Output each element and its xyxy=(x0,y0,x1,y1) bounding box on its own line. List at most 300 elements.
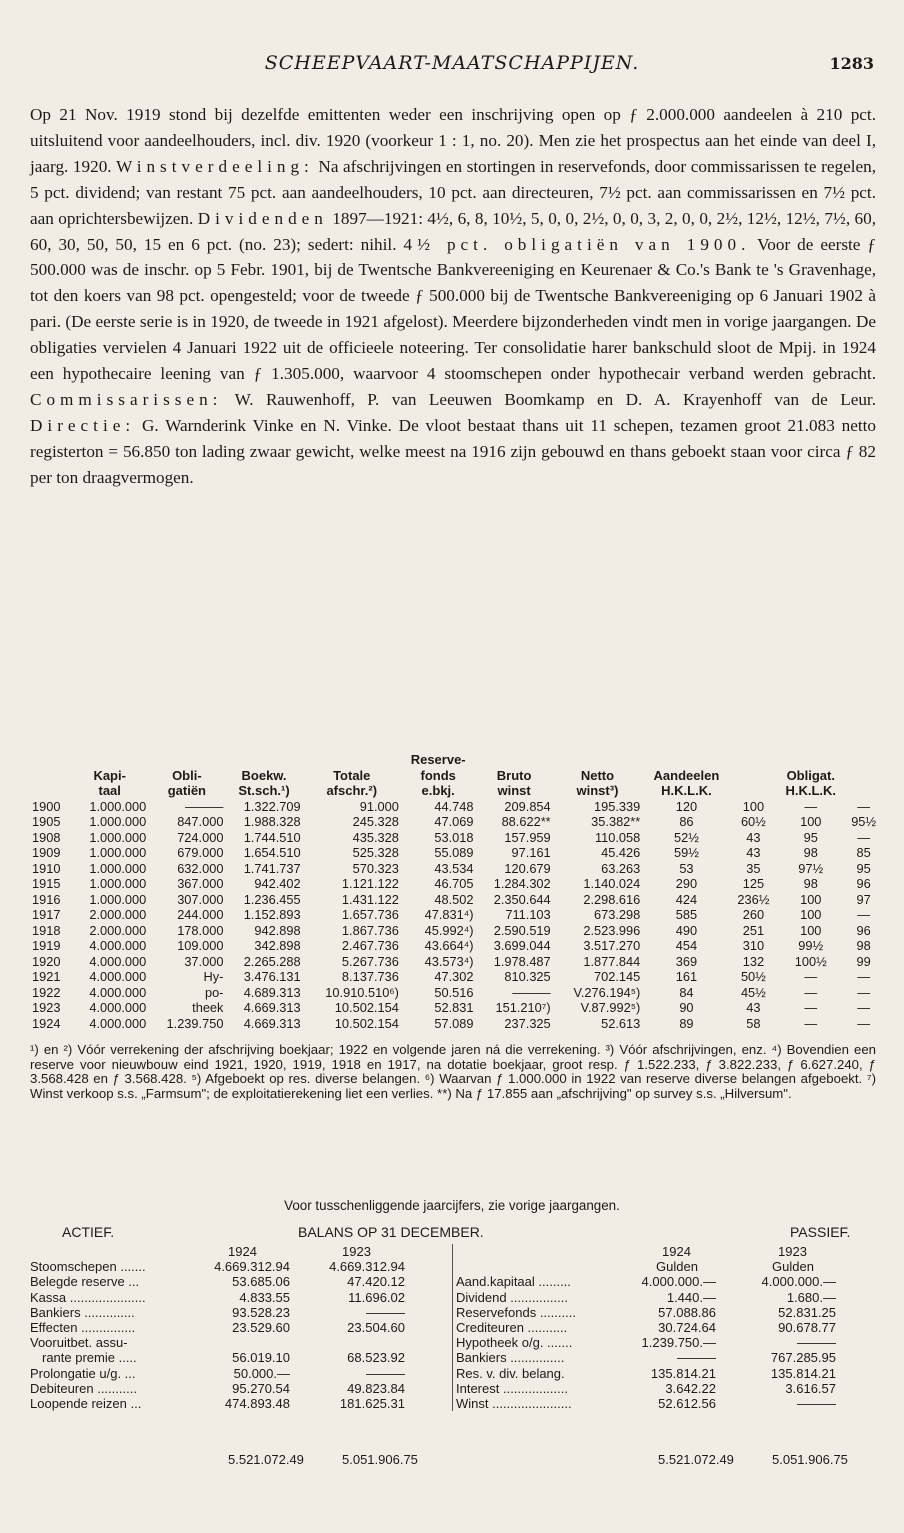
table-cell: 4.689.313 xyxy=(243,984,301,1000)
table-cell: 43.534 xyxy=(434,860,474,876)
table-cell: 1.654.510 xyxy=(243,845,301,860)
table-cell: 1.152.893 xyxy=(243,907,301,922)
balance-item-label: Hypotheek o/g. ....... xyxy=(456,1335,573,1351)
column-subheader xyxy=(845,783,882,799)
table-cell: 711.103 xyxy=(505,907,551,922)
balance-item-label: Belegde reserve ... xyxy=(30,1274,140,1290)
column-header: Boekw. xyxy=(241,767,287,783)
balance-item-label: Effecten ............... xyxy=(30,1319,136,1335)
footnote-text: ¹) en ²) Vóór verrekening der afschrijving boekjaar; 1922 en volgende jaren ná die verrekening. ³) Vóór afschrijvingen, enz. ⁴) Bovendien een reserve voor nieuwbouw eind 1921, 1920, 1919, 1918 en 1917, na dotatie boekjaar, groot resp. ƒ 1.522.233, ƒ 3.822.233, ƒ 6.627.240, ƒ 3.568.428 en ƒ 3.568.428. ⁵) Afgeboekt op res. diverse belangen. ⁶) Waarvan ƒ 1.000.000 in 1922 van reserve diverse belangen afgeboekt. ⁷) Winst verkoop s.s. „Farmsum"; de exploitatierekening liet een verlies. **) Na ƒ 17.855 aan „afschrijving" op survey s.s. „Hilversum". xyxy=(30,1042,876,1101)
table-cell: 96 xyxy=(856,876,871,891)
table-row xyxy=(30,938,882,954)
balance-item-value: 68.523.92 xyxy=(347,1350,405,1366)
table-row xyxy=(30,985,882,1001)
balance-line xyxy=(30,1381,450,1396)
table-cell: 290 xyxy=(675,876,698,891)
table-cell: 43.573⁴) xyxy=(424,953,474,969)
balance-item-value: 52.612.56 xyxy=(658,1395,716,1411)
table-cell: 157.959 xyxy=(504,829,551,845)
heading-dividenden: Dividenden xyxy=(197,208,328,228)
table-cell: 2.265.288 xyxy=(243,953,301,969)
table-header-row-2 xyxy=(30,783,882,799)
table-cell: 1.867.736 xyxy=(341,922,399,938)
table-cell: 724.000 xyxy=(177,829,224,845)
financial-table xyxy=(30,752,882,1031)
table-cell: 60½ xyxy=(740,814,766,829)
table-cell: 53.018 xyxy=(434,829,474,845)
page-number: 1283 xyxy=(829,54,874,73)
balance-item-label: Dividend ................ xyxy=(456,1289,568,1305)
balance-line xyxy=(30,1290,450,1305)
year-label: 1924 xyxy=(228,1244,257,1259)
table-row xyxy=(30,1000,882,1016)
table-cell: 100 xyxy=(800,814,822,829)
table-cell: 47.831⁴) xyxy=(424,907,474,922)
table-cell: 245.328 xyxy=(352,814,399,829)
balance-item-label: Crediteuren ........... xyxy=(456,1319,568,1335)
table-cell: 96 xyxy=(856,922,871,938)
table-cell: 88.622** xyxy=(501,814,551,829)
footnotes xyxy=(30,1043,876,1101)
table-cell: 95 xyxy=(856,860,871,876)
total-passief-1923: 5.051.906.75 xyxy=(772,1452,848,1467)
table-cell: 10.910.510⁶) xyxy=(325,984,399,1000)
table-cell: 43 xyxy=(746,845,761,860)
table-cell: 342.898 xyxy=(254,938,301,953)
table-cell: 89 xyxy=(679,1015,694,1031)
table-cell: 37.000 xyxy=(184,953,224,969)
balance-line xyxy=(30,1274,450,1289)
balance-item-value: 3.616.57 xyxy=(785,1380,836,1396)
table-cell: 1.284.302 xyxy=(493,876,551,891)
table-cell: — xyxy=(857,1015,871,1031)
table-cell: 1.140.024 xyxy=(583,876,641,891)
text-subscription: Op 21 Nov. 1919 stond bij dezelfde emittenten weder een inschrijving open op xyxy=(30,105,630,124)
column-subheader: afschr.²) xyxy=(326,783,378,798)
table-cell: — xyxy=(857,1000,871,1015)
table-cell: 86 xyxy=(679,814,694,829)
balance-item-label: Aand.kapitaal ......... xyxy=(456,1274,571,1290)
table-cell: 1924 xyxy=(32,1015,61,1031)
table-cell: 1.744.510 xyxy=(243,829,301,845)
balance-item-label: Interest .................. xyxy=(456,1380,568,1396)
balance-item-value: 90.678.77 xyxy=(778,1319,836,1335)
table-cell: 35 xyxy=(746,860,761,876)
table-cell: 942.898 xyxy=(254,922,301,938)
table-cell: 45½ xyxy=(740,984,766,1000)
balance-line xyxy=(30,1366,450,1381)
balance-item-value: 93.528.23 xyxy=(232,1304,290,1320)
balance-item-value: 181.625.31 xyxy=(339,1395,405,1411)
balance-passief xyxy=(452,1244,876,1411)
table-cell: 236½ xyxy=(737,891,770,907)
table-cell: 53 xyxy=(679,860,694,876)
table-cell: 1.000.000 xyxy=(89,829,147,845)
heading-obligatien: 4½ pct. obligatiën van 1900. xyxy=(403,234,751,254)
table-row xyxy=(30,830,882,846)
balance-item-label: Debiteuren ........... xyxy=(30,1380,137,1396)
balance-line xyxy=(456,1396,876,1411)
table-cell: 369 xyxy=(675,953,698,969)
table-cell: 1.431.122 xyxy=(341,891,399,907)
balance-item-value: ——— xyxy=(677,1350,716,1366)
table-cell: 120 xyxy=(675,798,698,814)
column-header: Reserve- fonds xyxy=(410,752,466,783)
table-cell: 1918 xyxy=(32,922,61,938)
table-cell: 3.476.131 xyxy=(243,969,301,984)
balance-line xyxy=(456,1366,876,1381)
passief-currency xyxy=(456,1259,876,1274)
table-cell: — xyxy=(804,984,818,1000)
balance-item-value: 4.669.312.94 xyxy=(329,1259,405,1275)
year-label: 1923 xyxy=(778,1244,807,1259)
table-cell: 100 xyxy=(800,922,822,938)
balance-item-value: 4.833.55 xyxy=(239,1289,290,1305)
main-paragraph xyxy=(30,102,876,491)
balance-item-label: Bankiers ............... xyxy=(456,1350,565,1366)
table-row xyxy=(30,799,882,815)
text-dividenden: 1897—1921: 4½, 6, 8, 10½, 5, 0, 0, 2½, 0, 0, 3, 2, 0, 0, 2½, 12½, 12½, 7½, 60, 60, 30, 50, 50, 15 en 6 pct. (no. 23); sedert: nihil. xyxy=(30,208,876,254)
table-cell: 1.988.328 xyxy=(243,814,301,829)
table-cell: 1.121.122 xyxy=(341,876,399,891)
table-cell: 1.741.737 xyxy=(243,860,301,876)
table-cell: 1.657.736 xyxy=(341,907,399,922)
table-cell: 2.298.616 xyxy=(583,891,641,907)
table-cell: 237.325 xyxy=(504,1015,551,1031)
balance-item-value: 1.680.— xyxy=(786,1289,836,1305)
balance-item-value: 30.724.64 xyxy=(658,1319,716,1335)
balance-item-label: Vooruitbet. assu- xyxy=(30,1335,128,1351)
column-subheader: e.bkj. xyxy=(421,783,455,798)
balance-line xyxy=(456,1274,876,1289)
table-cell: 99½ xyxy=(798,938,824,953)
balance-item-value: 23.504.60 xyxy=(347,1319,405,1335)
table-cell: V.87.992⁵) xyxy=(580,1000,641,1015)
balance-line xyxy=(30,1335,450,1350)
passief-years-1 xyxy=(456,1244,876,1259)
table-row xyxy=(30,845,882,861)
balance-item-value: 11.696.02 xyxy=(348,1289,405,1305)
table-cell: ——— xyxy=(185,798,224,814)
table-cell: 1919 xyxy=(32,938,61,953)
table-cell: 673.298 xyxy=(594,907,641,922)
table-cell: 43 xyxy=(746,1000,761,1015)
table-cell: 132 xyxy=(742,953,765,969)
table-cell: 2.350.644 xyxy=(493,891,551,907)
year-label: 1923 xyxy=(342,1244,371,1259)
table-cell: 585 xyxy=(675,907,698,922)
year-label: 1924 xyxy=(662,1244,691,1259)
balance-line xyxy=(456,1381,876,1396)
column-header: Kapi- xyxy=(93,767,126,783)
balance-item-value: 56.019.10 xyxy=(232,1350,290,1366)
table-cell: 100½ xyxy=(794,953,827,969)
balance-item-value: ——— xyxy=(797,1395,836,1411)
table-cell: 310 xyxy=(742,938,765,953)
balance-item-value: 3.642.22 xyxy=(665,1380,716,1396)
balance-line xyxy=(30,1396,450,1411)
table-cell: 1900 xyxy=(32,798,61,814)
table-cell: 98 xyxy=(856,938,871,953)
column-subheader xyxy=(731,783,777,799)
column-subheader: H.K.L.K. xyxy=(661,783,712,798)
heading-winstverdeeling: Winstverdeeling: xyxy=(116,156,314,176)
balance-item-label: Loopende reizen ... xyxy=(30,1395,142,1411)
table-cell: 3.517.270 xyxy=(583,938,641,953)
balance-line xyxy=(30,1350,450,1365)
column-header: Netto xyxy=(580,767,615,783)
balance-item-value: 4.000.000.— xyxy=(641,1274,716,1290)
table-cell: 4.000.000 xyxy=(89,1015,147,1031)
table-cell: 4.000.000 xyxy=(89,953,147,969)
column-subheader: taal xyxy=(98,783,121,798)
table-cell: 161 xyxy=(675,969,698,984)
column-header: Obli- xyxy=(172,767,202,783)
table-cell: 1.978.487 xyxy=(493,953,551,969)
column-header xyxy=(30,752,71,783)
balance-item-label: Prolongatie u/g. ... xyxy=(30,1365,136,1381)
balance-line xyxy=(456,1350,876,1365)
balance-item-label: Bankiers .............. xyxy=(30,1304,135,1320)
table-cell: 2.523.996 xyxy=(583,922,641,938)
column-header xyxy=(731,752,777,783)
table-cell: 2.590.519 xyxy=(493,922,551,938)
balance-item-value: 52.831.25 xyxy=(778,1304,836,1320)
balance-item-value: 4.000.000.— xyxy=(761,1274,836,1290)
table-cell: 525.328 xyxy=(352,845,399,860)
table-cell: 85 xyxy=(856,845,871,860)
table-cell: — xyxy=(857,969,871,984)
table-cell: 97½ xyxy=(798,860,824,876)
balance-item-label: Winst ...................... xyxy=(456,1395,572,1411)
table-cell: 4.669.313 xyxy=(243,1015,301,1031)
balance-item-value: 1.440.— xyxy=(666,1289,716,1305)
table-cell: 4.669.313 xyxy=(243,1000,301,1015)
table-cell: 44.748 xyxy=(434,798,474,814)
table-row xyxy=(30,892,882,908)
table-row xyxy=(30,876,882,892)
table-cell: — xyxy=(804,1015,818,1031)
table-row xyxy=(30,1016,882,1032)
table-cell: 50½ xyxy=(740,969,766,984)
table-cell: 1.877.844 xyxy=(583,953,641,969)
table-cell: po- xyxy=(204,984,224,1000)
table-cell: 1.000.000 xyxy=(89,845,147,860)
table-cell: 46.705 xyxy=(434,876,474,891)
table-cell: — xyxy=(857,798,871,814)
table-cell: 95½ xyxy=(851,814,877,829)
column-subheader: H.K.L.K. xyxy=(785,783,837,798)
balance-item-value: ——— xyxy=(797,1335,836,1351)
balance-line xyxy=(30,1259,450,1274)
column-subheader: winst³) xyxy=(576,783,619,798)
balance-item-value: 767.285.95 xyxy=(770,1350,836,1366)
table-cell: 3.699.044 xyxy=(493,938,551,953)
table-cell: 47.302 xyxy=(434,969,474,984)
balance-item-label: Stoomschepen ....... xyxy=(30,1259,146,1275)
table-cell: 45.992⁴) xyxy=(424,922,474,938)
table-cell: 209.854 xyxy=(504,798,551,814)
table-cell: 1.236.455 xyxy=(243,891,301,907)
table-cell: 1922 xyxy=(32,984,61,1000)
table-cell: 98 xyxy=(803,845,818,860)
table-cell: 55.089 xyxy=(434,845,474,860)
column-subheader: winst xyxy=(497,783,531,798)
table-cell: 100 xyxy=(800,907,822,922)
balance-item-value: 135.814.21 xyxy=(770,1365,836,1381)
table-cell: 4.000.000 xyxy=(89,969,147,984)
table-row xyxy=(30,923,882,939)
balance-item-value: 23.529.60 xyxy=(232,1319,290,1335)
table-cell: 1916 xyxy=(32,891,61,907)
table-cell: 95 xyxy=(803,829,818,845)
balance-line xyxy=(456,1290,876,1305)
table-cell: 52.831 xyxy=(434,1000,474,1015)
table-cell: 84 xyxy=(679,984,694,1000)
balance-item-value: ——— xyxy=(366,1365,405,1381)
balance-line xyxy=(456,1320,876,1335)
table-cell: 109.000 xyxy=(177,938,224,953)
column-subheader xyxy=(30,783,71,799)
table-cell: 1.000.000 xyxy=(89,860,147,876)
balance-header xyxy=(30,1224,876,1242)
table-cell: 8.137.736 xyxy=(341,969,399,984)
heading-commissarissen: Commissarissen: xyxy=(30,389,223,409)
balance-item-value: ——— xyxy=(366,1304,405,1320)
table-cell: 810.325 xyxy=(504,969,551,984)
table-cell: 10.502.154 xyxy=(334,1015,399,1031)
table-cell: — xyxy=(857,829,871,845)
balance-item-value: 50.000.— xyxy=(233,1365,290,1381)
table-cell: 4.000.000 xyxy=(89,984,147,1000)
table-row xyxy=(30,861,882,877)
table-cell: ——— xyxy=(512,984,551,1000)
balance-item-value: 49.823.84 xyxy=(347,1380,405,1396)
column-header: Obligat. xyxy=(786,767,835,783)
table-cell: 260 xyxy=(742,907,765,922)
balance-item-label: Kassa ..................... xyxy=(30,1289,146,1305)
balance-item-value: 1.239.750.— xyxy=(641,1335,716,1351)
balance-item-value: 47.420.12 xyxy=(347,1274,405,1290)
table-cell: 1920 xyxy=(32,953,61,969)
text-subscription-cont: ƒ 2.000.000 aandeelen à 210 pct. uitsluitend voor aandeelhouders, incl. div. 1920 (voorkeur 1 : 1, no. 20). Men zie het prospectus aan het einde van deel I, jaarg. 1920. xyxy=(30,105,877,176)
table-cell: 178.000 xyxy=(177,922,224,938)
table-cell: 1923 xyxy=(32,1000,61,1015)
balance-item-value: 53.685.06 xyxy=(232,1274,290,1290)
table-cell: 1.000.000 xyxy=(89,876,147,891)
balance-item-value: 135.814.21 xyxy=(650,1365,716,1381)
table-cell: 1915 xyxy=(32,876,61,891)
column-header xyxy=(845,752,882,783)
table-cell: — xyxy=(857,984,871,1000)
table-cell: 50.516 xyxy=(434,984,474,1000)
table-cell: 110.058 xyxy=(594,829,641,845)
total-actief-1923: 5.051.906.75 xyxy=(342,1452,418,1467)
table-cell: 43 xyxy=(746,829,761,845)
table-cell: 10.502.154 xyxy=(334,1000,399,1015)
table-cell: 1.000.000 xyxy=(89,814,147,829)
text-commissarissen: W. Rauwenhoff, P. van Leeuwen Boomkamp en D. A. Krayenhoff van de Leur. xyxy=(222,389,876,409)
table-cell: 435.328 xyxy=(352,829,399,845)
table-cell: 98 xyxy=(803,876,818,891)
table-cell: 43.664⁴) xyxy=(424,938,474,953)
column-header: Aandeelen xyxy=(653,767,720,783)
balance-item-label: rante premie ..... xyxy=(42,1350,137,1366)
table-row xyxy=(30,907,882,923)
table-cell: 490 xyxy=(675,922,698,938)
table-cell: 58 xyxy=(746,1015,761,1031)
table-cell: 4.000.000 xyxy=(89,938,147,953)
column-header: Totale xyxy=(333,767,371,783)
company-description xyxy=(30,102,876,491)
column-header: Bruto xyxy=(496,767,532,783)
table-cell: 2.000.000 xyxy=(89,922,147,938)
table-cell: 1910 xyxy=(32,860,61,876)
heading-directie: Directie: xyxy=(30,415,136,435)
balance-item-value: 95.270.54 xyxy=(232,1380,290,1396)
table-cell: 1921 xyxy=(32,969,61,984)
table-cell: V.276.194⁵) xyxy=(573,984,641,1000)
table-cell: — xyxy=(857,907,871,922)
balance-line xyxy=(456,1335,876,1350)
table-cell: 97.161 xyxy=(511,845,551,860)
table-cell: 45.426 xyxy=(601,845,641,860)
balance-line xyxy=(456,1305,876,1320)
table-cell: 1905 xyxy=(32,814,61,829)
table-cell: 702.145 xyxy=(594,969,641,984)
table-cell: 100 xyxy=(800,891,822,907)
actief-years xyxy=(30,1244,450,1259)
see-previous-note: Voor tusschenliggende jaarcijfers, zie vorige jaargangen. xyxy=(284,1198,620,1213)
table-row xyxy=(30,954,882,970)
table-cell: 454 xyxy=(675,938,698,953)
table-cell: 1908 xyxy=(32,829,61,845)
balance-item-value: 4.669.312.94 xyxy=(214,1259,290,1275)
table-cell: 35.382** xyxy=(591,814,641,829)
table-row xyxy=(30,814,882,830)
table-cell: 942.402 xyxy=(254,876,301,891)
table-cell: 1.000.000 xyxy=(89,891,147,907)
table-cell: — xyxy=(804,798,818,814)
table-cell: 47.069 xyxy=(434,814,474,829)
year-label: Gulden xyxy=(772,1259,814,1275)
table-cell: — xyxy=(804,969,818,984)
table-cell: theek xyxy=(192,1000,224,1015)
table-cell: 847.000 xyxy=(177,814,224,829)
table-cell: 367.000 xyxy=(177,876,224,891)
table-cell: 1.239.750 xyxy=(166,1015,224,1031)
table-cell: 99 xyxy=(856,953,871,969)
table-cell: 57.089 xyxy=(434,1015,474,1031)
table-cell: — xyxy=(804,1000,818,1015)
year-label: Gulden xyxy=(656,1259,698,1275)
table-row xyxy=(30,969,882,985)
balance-line xyxy=(30,1320,450,1335)
table-cell: 307.000 xyxy=(177,891,224,907)
balance-item-value: 57.088.86 xyxy=(658,1304,716,1320)
balance-line xyxy=(30,1305,450,1320)
balance-title: BALANS OP 31 DECEMBER. xyxy=(298,1224,484,1240)
table-cell: 91.000 xyxy=(359,798,399,814)
table-cell: 90 xyxy=(679,1000,694,1015)
table-cell: 48.502 xyxy=(434,891,474,907)
table-cell: 4.000.000 xyxy=(89,1000,147,1015)
table-cell: 63.263 xyxy=(601,860,641,876)
table-header-row-1 xyxy=(30,752,882,783)
text-directie: G. Warnderink Vinke en N. Vinke. De vloot bestaat thans uit 11 schepen, tezamen groot 21.083 netto registerton = 56.850 ton lading zwaar gewicht, welke meest na 1916 zijn gebouwd en thans geboekt staan voor circa ƒ 82 per ton draagvermogen. xyxy=(30,415,876,487)
actief-label: ACTIEF. xyxy=(62,1224,115,1240)
table-cell: 195.339 xyxy=(594,798,641,814)
